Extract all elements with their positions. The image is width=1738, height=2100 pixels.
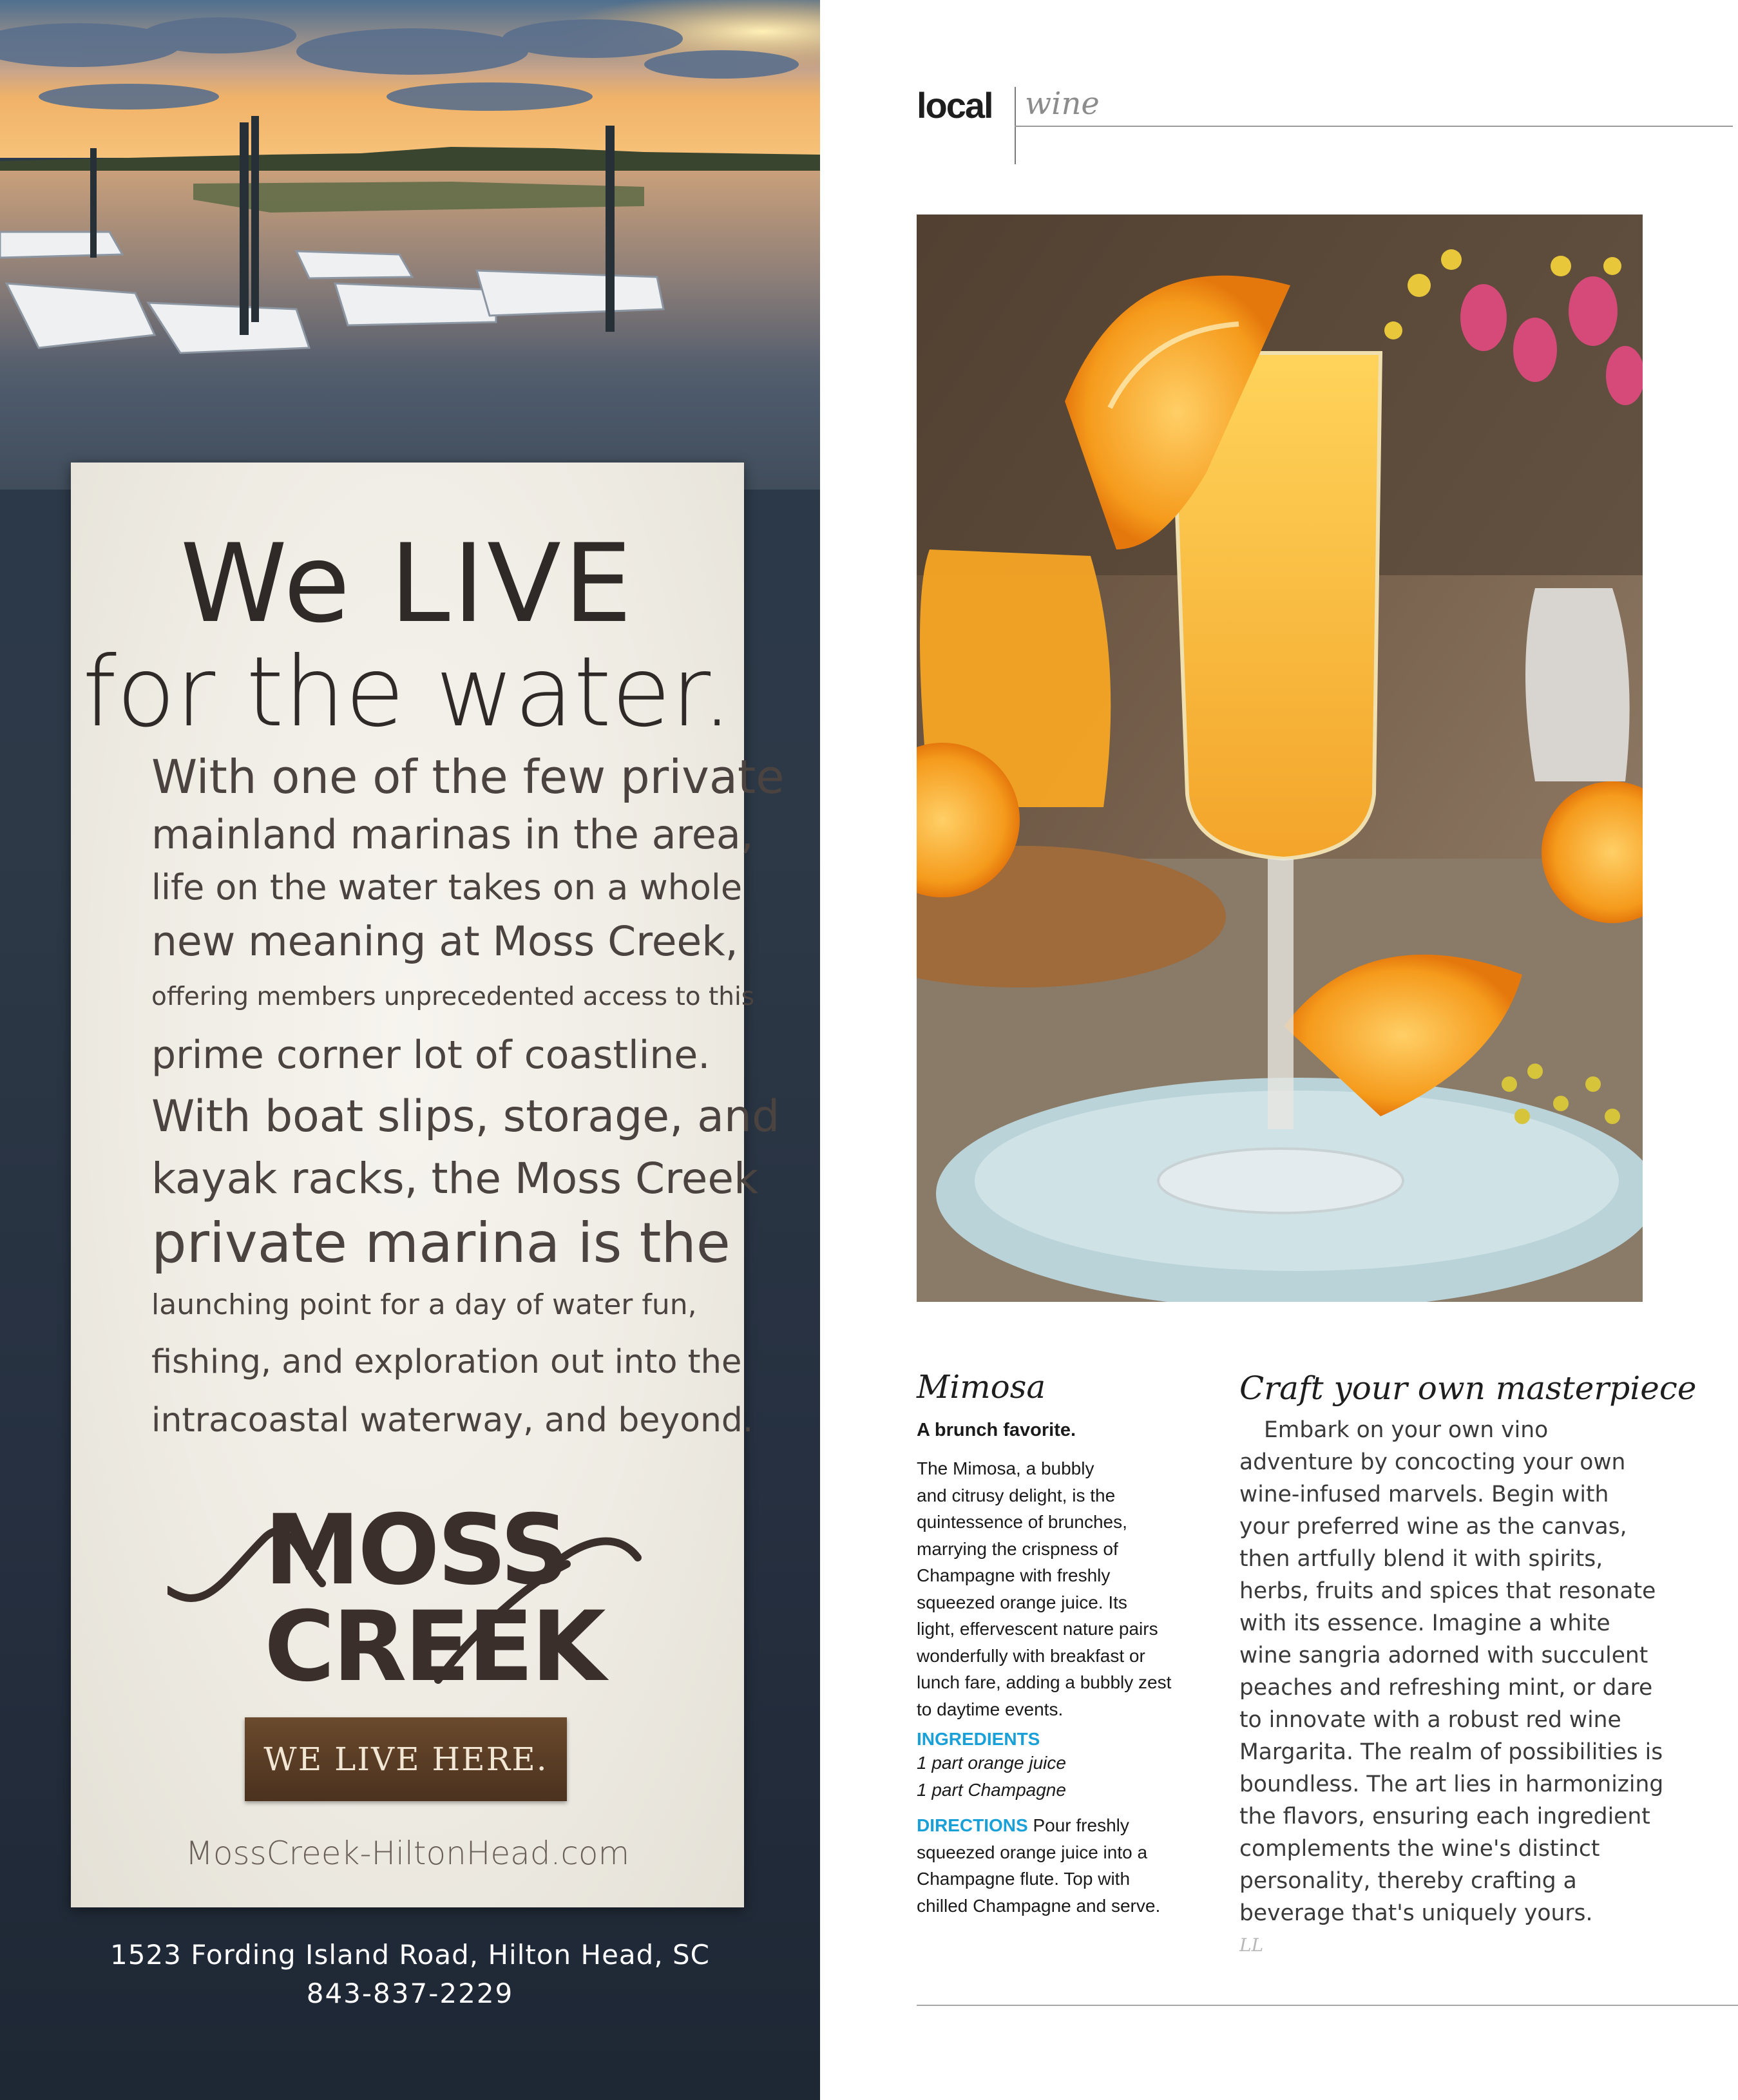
ad-headline-line1: We LIVE bbox=[180, 520, 635, 647]
description-line: to daytime events. bbox=[917, 1699, 1064, 1719]
directions-line: chilled Champagne and serve. bbox=[917, 1895, 1161, 1916]
ad-body-copy bbox=[151, 746, 785, 1449]
ad-body-line: With one of the few private bbox=[151, 750, 785, 804]
ad-headline-line2: for the water. bbox=[82, 636, 733, 749]
directions-heading: DIRECTIONS bbox=[917, 1815, 1028, 1835]
description-line: quintessence of brunches, bbox=[917, 1512, 1127, 1532]
ad-card bbox=[71, 463, 785, 1907]
craft-last-line-text: beverage that's uniquely yours. bbox=[1239, 1900, 1593, 1926]
ad-website-link[interactable]: MossCreek-HiltonHead.com bbox=[185, 1835, 630, 1872]
craft-body-line: personality, thereby crafting a bbox=[1239, 1868, 1577, 1894]
ad-body-line: launching point for a day of water fun, bbox=[151, 1288, 697, 1321]
description-line: lunch fare, adding a bubbly zest bbox=[917, 1672, 1172, 1692]
ad-body-line: mainland marinas in the area, bbox=[151, 811, 754, 858]
craft-body-line: your preferred wine as the canvas, bbox=[1239, 1514, 1627, 1540]
ingredients-heading: INGREDIENTS bbox=[917, 1729, 1040, 1749]
ad-address: 1523 Fording Island Road, Hilton Head, SC bbox=[110, 1939, 711, 1971]
craft-body-last-line bbox=[1239, 1897, 1652, 1962]
craft-body-line: peaches and refreshing mint, or dare bbox=[1239, 1675, 1653, 1701]
description-line: The Mimosa, a bubbly bbox=[917, 1458, 1094, 1478]
craft-body-line: Embark on your own vino bbox=[1264, 1417, 1549, 1443]
craft-body bbox=[1239, 1414, 1664, 1962]
craft-body-line: herbs, fruits and spices that resonate bbox=[1239, 1578, 1656, 1604]
ad-body-line: intracoastal waterway, and beyond. bbox=[151, 1401, 754, 1440]
ingredient-item: 1 part orange juice bbox=[917, 1753, 1066, 1773]
craft-title: Craft your own masterpiece bbox=[1239, 1370, 1697, 1407]
description-line: marrying the crispness of bbox=[917, 1538, 1118, 1559]
section-header bbox=[917, 81, 1738, 164]
craft-body-line: then artfully blend it with spirits, bbox=[1239, 1546, 1603, 1572]
directions-line: Pour freshly bbox=[1033, 1815, 1129, 1835]
ingredient-item: 1 part Champagne bbox=[917, 1779, 1066, 1800]
mimosa-subtitle: A brunch favorite. bbox=[917, 1420, 1076, 1440]
craft-body-line: with its essence. Imagine a white bbox=[1239, 1610, 1610, 1636]
moss-creek-logo bbox=[167, 1487, 644, 1693]
mimosa-recipe bbox=[917, 1368, 1187, 1919]
mimosa-title: Mimosa bbox=[917, 1368, 1046, 1406]
craft-body-line: wine-infused marvels. Begin with bbox=[1239, 1482, 1609, 1507]
ad-body-line: kayak racks, the Moss Creek bbox=[151, 1154, 759, 1203]
tagline-text: WE LIVE HERE. bbox=[263, 1741, 548, 1778]
section-label-wine: wine bbox=[1025, 86, 1100, 122]
marina-sunset-photo bbox=[0, 0, 820, 490]
ad-body-line: fishing, and exploration out into the bbox=[151, 1343, 742, 1381]
craft-article bbox=[1239, 1370, 1697, 1962]
craft-body-line: wine sangria adorned with succulent bbox=[1239, 1643, 1648, 1668]
craft-body-line: adventure by concocting your own bbox=[1239, 1449, 1626, 1475]
ad-body-line: new meaning at Moss Creek, bbox=[151, 918, 738, 965]
description-line: wonderfully with breakfast or bbox=[917, 1645, 1145, 1666]
mimosa-photo bbox=[917, 215, 1643, 1302]
moss-creek-advertisement bbox=[0, 0, 820, 2100]
directions bbox=[917, 1812, 1187, 1919]
ad-body-line: With boat slips, storage, and bbox=[151, 1091, 780, 1142]
craft-body-line: to innovate with a robust red wine bbox=[1239, 1707, 1621, 1733]
header-rule bbox=[1015, 126, 1733, 127]
description-line: and citrusy delight, is the bbox=[917, 1485, 1116, 1505]
description-line: Champagne with freshly bbox=[917, 1565, 1111, 1585]
logo-text-moss: MOSS bbox=[264, 1494, 568, 1607]
mimosa-description bbox=[917, 1455, 1187, 1723]
ad-phone-number: 843-837-2229 bbox=[306, 1978, 514, 2009]
craft-body-line: complements the wine's distinct bbox=[1239, 1836, 1600, 1862]
author-signoff: LL bbox=[1239, 1934, 1264, 1956]
description-line: light, effervescent nature pairs bbox=[917, 1619, 1158, 1639]
ad-body-line: offering members unprecedented access to this bbox=[151, 982, 755, 1011]
ad-body-line: life on the water takes on a whole bbox=[151, 867, 743, 908]
we-live-here-badge bbox=[245, 1717, 567, 1801]
directions-line: Champagne flute. Top with bbox=[917, 1869, 1131, 1889]
footer-rule bbox=[917, 2005, 1738, 2006]
directions-line: squeezed orange juice into a bbox=[917, 1842, 1148, 1862]
craft-body-line: Margarita. The realm of possibilities is bbox=[1239, 1739, 1663, 1765]
logo-text-creek: CREEK bbox=[264, 1591, 604, 1693]
ad-body-line: private marina is the bbox=[151, 1211, 731, 1275]
craft-body-line: the flavors, ensuring each ingredient bbox=[1239, 1804, 1650, 1829]
ad-body-line: prime corner lot of coastline. bbox=[151, 1033, 711, 1078]
section-label-local: local bbox=[917, 85, 993, 126]
craft-body-line: boundless. The art lies in harmonizing bbox=[1239, 1771, 1664, 1797]
description-line: squeezed orange juice. Its bbox=[917, 1592, 1127, 1612]
